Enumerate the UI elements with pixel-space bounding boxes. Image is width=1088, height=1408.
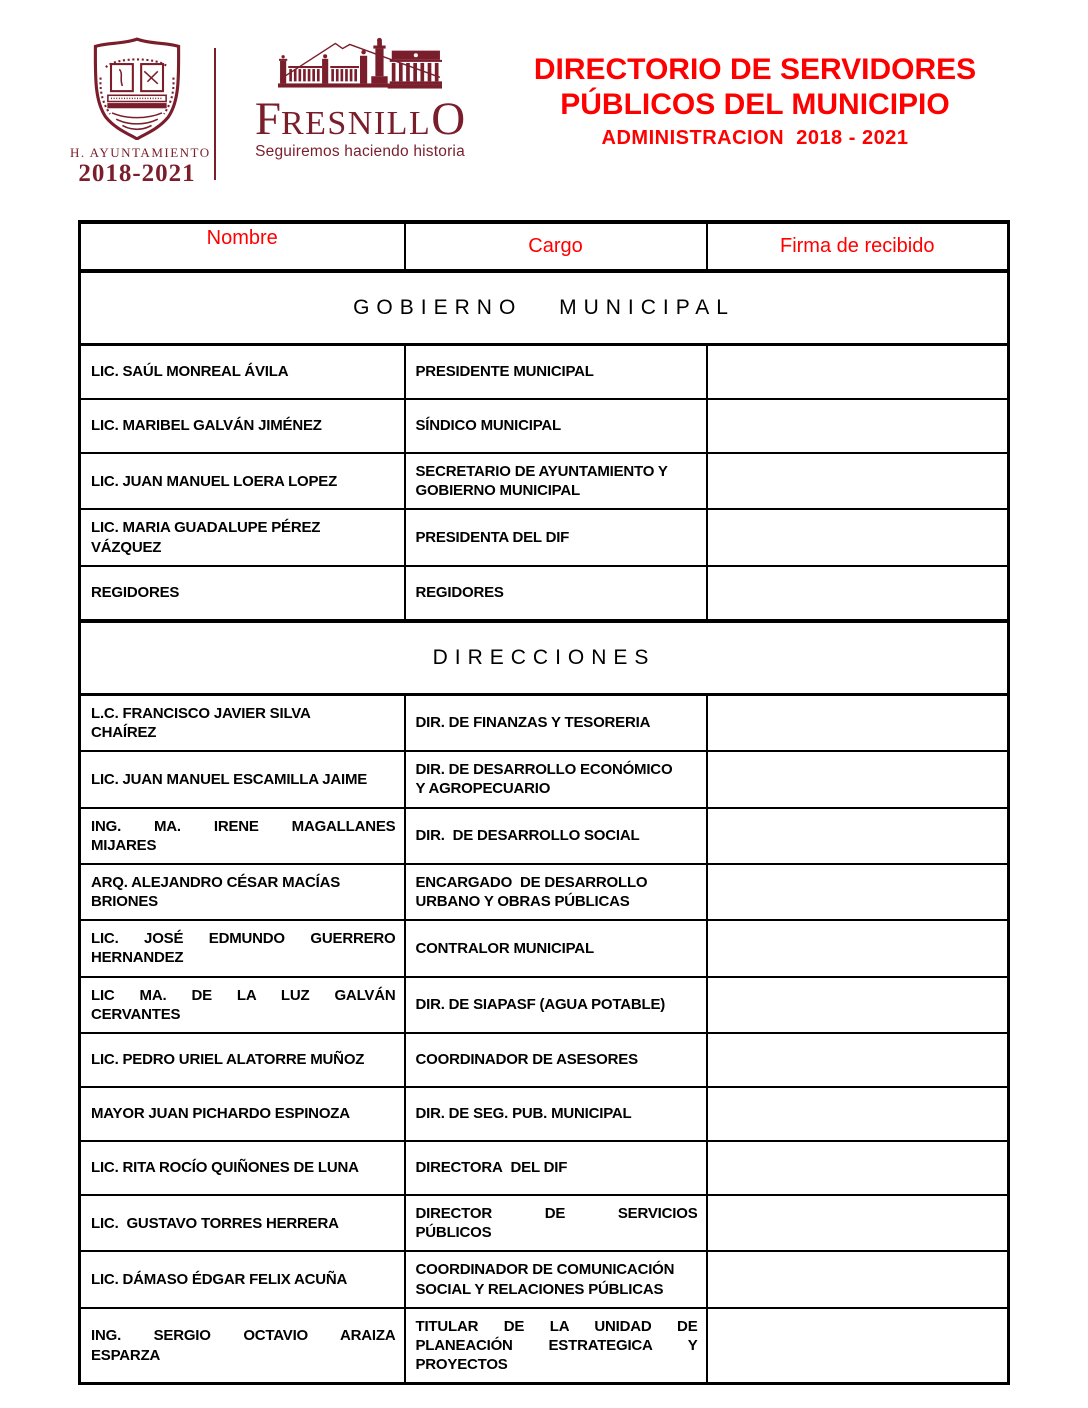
firma-cell xyxy=(707,1195,1009,1251)
firma-cell xyxy=(707,977,1009,1033)
cargo-cell xyxy=(405,751,707,807)
fresnillo-tagline: Seguiremos haciendo historia xyxy=(255,143,465,161)
name-cell xyxy=(80,399,405,453)
cargo-cell-line: PRESIDENTE MUNICIPAL xyxy=(415,363,594,381)
name-cell-line: CHAÍREZ xyxy=(91,723,157,741)
name-cell-line: MIJARES xyxy=(91,836,157,854)
name-cell-line: LIC. SAÚL MONREAL ÁVILA xyxy=(91,363,289,381)
table-row xyxy=(80,977,1009,1033)
name-cell-line: LIC. MARIA GUADALUPE PÉREZ xyxy=(91,519,321,537)
cargo-cell-line: DIR. DE DESARROLLO SOCIAL xyxy=(415,827,640,845)
firma-cell xyxy=(707,399,1009,453)
name-cell xyxy=(80,977,405,1033)
firma-cell xyxy=(707,509,1009,565)
table-row xyxy=(80,1087,1009,1141)
name-cell xyxy=(80,453,405,509)
cargo-cell xyxy=(405,1195,707,1251)
page-title-line2: PÚBLICOS DEL MUNICIPIO xyxy=(560,88,950,122)
section-title: DIRECCIONES xyxy=(80,621,1009,695)
name-cell-line: LIC. PEDRO URIEL ALATORRE MUÑOZ xyxy=(91,1051,365,1069)
table-row xyxy=(80,1033,1009,1087)
cargo-cell xyxy=(405,977,707,1033)
name-cell xyxy=(80,1087,405,1141)
name-cell xyxy=(80,864,405,920)
name-cell xyxy=(80,751,405,807)
name-cell xyxy=(80,920,405,976)
cargo-cell-line: URBANO Y OBRAS PÚBLICAS xyxy=(415,893,630,911)
name-cell xyxy=(80,1308,405,1384)
name-cell-line: L.C. FRANCISCO JAVIER SILVA xyxy=(91,704,311,722)
wordmark-last-letter: O xyxy=(431,93,466,145)
name-cell xyxy=(80,808,405,864)
firma-cell xyxy=(707,864,1009,920)
firma-cell xyxy=(707,808,1009,864)
wordmark-middle: RESNILL xyxy=(280,105,432,142)
cargo-cell xyxy=(405,1033,707,1087)
cargo-cell-line: REGIDORES xyxy=(415,584,504,602)
table-row xyxy=(80,509,1009,565)
directory-table xyxy=(78,220,1010,1385)
table-row xyxy=(80,566,1009,621)
page-title-line1: DIRECTORIO DE SERVIDORES xyxy=(533,53,977,86)
col-header-firma: Firma de recibido xyxy=(707,222,1009,271)
cargo-cell-line: COORDINADOR DE ASESORES xyxy=(415,1051,638,1069)
firma-cell xyxy=(707,345,1009,400)
firma-cell xyxy=(707,1141,1009,1195)
name-cell-line: HERNANDEZ xyxy=(91,949,184,967)
name-cell xyxy=(80,509,405,565)
firma-cell xyxy=(707,1251,1009,1307)
firma-cell xyxy=(707,751,1009,807)
cargo-cell xyxy=(405,1308,707,1384)
cargo-cell-line: PÚBLICOS xyxy=(415,1224,492,1242)
name-cell-line: LIC MA. DE LA LUZ GALVÁN xyxy=(91,986,396,1004)
table-header-row xyxy=(80,222,1009,271)
name-cell-line: MAYOR JUAN PICHARDO ESPINOZA xyxy=(91,1105,350,1123)
section-title: GOBIERNO MUNICIPAL xyxy=(80,271,1009,345)
table-row xyxy=(80,453,1009,509)
city-coat-of-arms xyxy=(70,36,211,187)
name-cell xyxy=(80,694,405,751)
table-row xyxy=(80,1195,1009,1251)
table-row xyxy=(80,345,1009,400)
cargo-cell-line: GOBIERNO MUNICIPAL xyxy=(415,482,580,500)
firma-cell xyxy=(707,920,1009,976)
cargo-cell-line: ENCARGADO DE DESARROLLO xyxy=(415,873,648,891)
cargo-cell-line: CONTRALOR MUNICIPAL xyxy=(415,939,594,957)
cargo-cell-line: DIR. DE DESARROLLO ECONÓMICO xyxy=(415,761,673,779)
name-cell-line: LIC. DÁMASO ÉDGAR FELIX ACUÑA xyxy=(91,1270,348,1288)
cargo-cell xyxy=(405,808,707,864)
name-cell-line: LIC. GUSTAVO TORRES HERRERA xyxy=(91,1214,339,1232)
page-subtitle: ADMINISTRACION 2018 - 2021 xyxy=(601,127,909,150)
cargo-cell-line: COORDINADOR DE COMUNICACIÓN xyxy=(415,1261,675,1279)
page-title xyxy=(494,52,1016,122)
cargo-cell xyxy=(405,453,707,509)
name-cell-line: CERVANTES xyxy=(91,1005,181,1023)
name-cell xyxy=(80,345,405,400)
header-divider xyxy=(214,48,216,180)
cargo-cell-line: PROYECTOS xyxy=(415,1356,508,1374)
name-cell-line: ESPARZA xyxy=(91,1346,161,1364)
table-row xyxy=(80,864,1009,920)
section-header-row xyxy=(80,621,1009,695)
table-row xyxy=(80,920,1009,976)
table-row xyxy=(80,1308,1009,1384)
name-cell-line: REGIDORES xyxy=(91,584,180,602)
cargo-cell-line: PRESIDENTA DEL DIF xyxy=(415,528,570,546)
name-cell-line: ARQ. ALEJANDRO CÉSAR MACÍAS xyxy=(91,873,341,891)
table-row xyxy=(80,808,1009,864)
cargo-cell-line: SECRETARIO DE AYUNTAMIENTO Y xyxy=(415,463,668,480)
name-cell-line: LIC. JUAN MANUEL ESCAMILLA JAIME xyxy=(91,770,368,788)
name-cell-line: LIC. JUAN MANUEL LOERA LOPEZ xyxy=(91,472,338,490)
cargo-cell xyxy=(405,920,707,976)
name-cell-line: BRIONES xyxy=(91,893,158,911)
name-cell-line: LIC. MARIBEL GALVÁN JIMÉNEZ xyxy=(91,417,322,435)
name-cell xyxy=(80,1195,405,1251)
name-cell xyxy=(80,1033,405,1087)
cargo-cell-line: PLANEACIÓN ESTRATEGICA Y xyxy=(415,1336,698,1354)
col-header-cargo: Cargo xyxy=(405,222,707,271)
monument-icon xyxy=(278,34,442,98)
cargo-cell-line: DIRECTOR DE SERVICIOS xyxy=(415,1205,698,1222)
cargo-cell-line: TITULAR DE LA UNIDAD DE xyxy=(415,1317,698,1335)
firma-cell xyxy=(707,694,1009,751)
name-cell xyxy=(80,1141,405,1195)
cargo-cell xyxy=(405,509,707,565)
table-row xyxy=(80,399,1009,453)
cargo-cell xyxy=(405,1251,707,1307)
cargo-cell xyxy=(405,566,707,621)
name-cell-line: ING. SERGIO OCTAVIO ARAIZA xyxy=(91,1327,396,1345)
cargo-cell xyxy=(405,399,707,453)
cargo-cell-line: DIR. DE FINANZAS Y TESORERIA xyxy=(415,714,651,732)
cargo-cell-line: SÍNDICO MUNICIPAL xyxy=(415,417,561,435)
cargo-cell-line: Y AGROPECUARIO xyxy=(415,780,551,798)
cargo-cell xyxy=(405,694,707,751)
cargo-cell xyxy=(405,345,707,400)
shield-caption: H. AYUNTAMIENTO xyxy=(70,145,211,160)
firma-cell xyxy=(707,1087,1009,1141)
fresnillo-wordmark xyxy=(238,93,482,145)
table-row xyxy=(80,1251,1009,1307)
cargo-cell xyxy=(405,1141,707,1195)
firma-cell xyxy=(707,453,1009,509)
table-row xyxy=(80,751,1009,807)
cargo-cell-line: DIR. DE SIAPASF (AGUA POTABLE) xyxy=(415,996,666,1014)
cargo-cell xyxy=(405,1087,707,1141)
name-cell-line: ING. MA. IRENE MAGALLANES xyxy=(91,817,396,835)
section-header-row xyxy=(80,271,1009,345)
cargo-cell xyxy=(405,864,707,920)
name-cell-line: VÁZQUEZ xyxy=(91,538,162,556)
wordmark-first-letter: F xyxy=(254,93,281,145)
name-cell xyxy=(80,566,405,621)
fresnillo-logo xyxy=(238,34,482,161)
cargo-cell-line: DIRECTORA DEL DIF xyxy=(415,1159,568,1177)
cargo-cell-line: DIR. DE SEG. PUB. MUNICIPAL xyxy=(415,1105,632,1123)
cargo-cell-line: SOCIAL Y RELACIONES PÚBLICAS xyxy=(415,1280,664,1298)
table-row xyxy=(80,694,1009,751)
firma-cell xyxy=(707,1308,1009,1384)
table-row xyxy=(80,1141,1009,1195)
name-cell xyxy=(80,1251,405,1307)
shield-emblem-icon xyxy=(85,36,189,140)
firma-cell xyxy=(707,1033,1009,1087)
firma-cell xyxy=(707,566,1009,621)
document-title-block xyxy=(494,52,1016,150)
col-header-nombre: Nombre xyxy=(80,222,405,271)
name-cell-line: LIC. JOSÉ EDMUNDO GUERRERO xyxy=(91,930,396,948)
name-cell-line: LIC. RITA ROCÍO QUIÑONES DE LUNA xyxy=(91,1159,359,1177)
shield-years: 2018-2021 xyxy=(78,160,196,187)
